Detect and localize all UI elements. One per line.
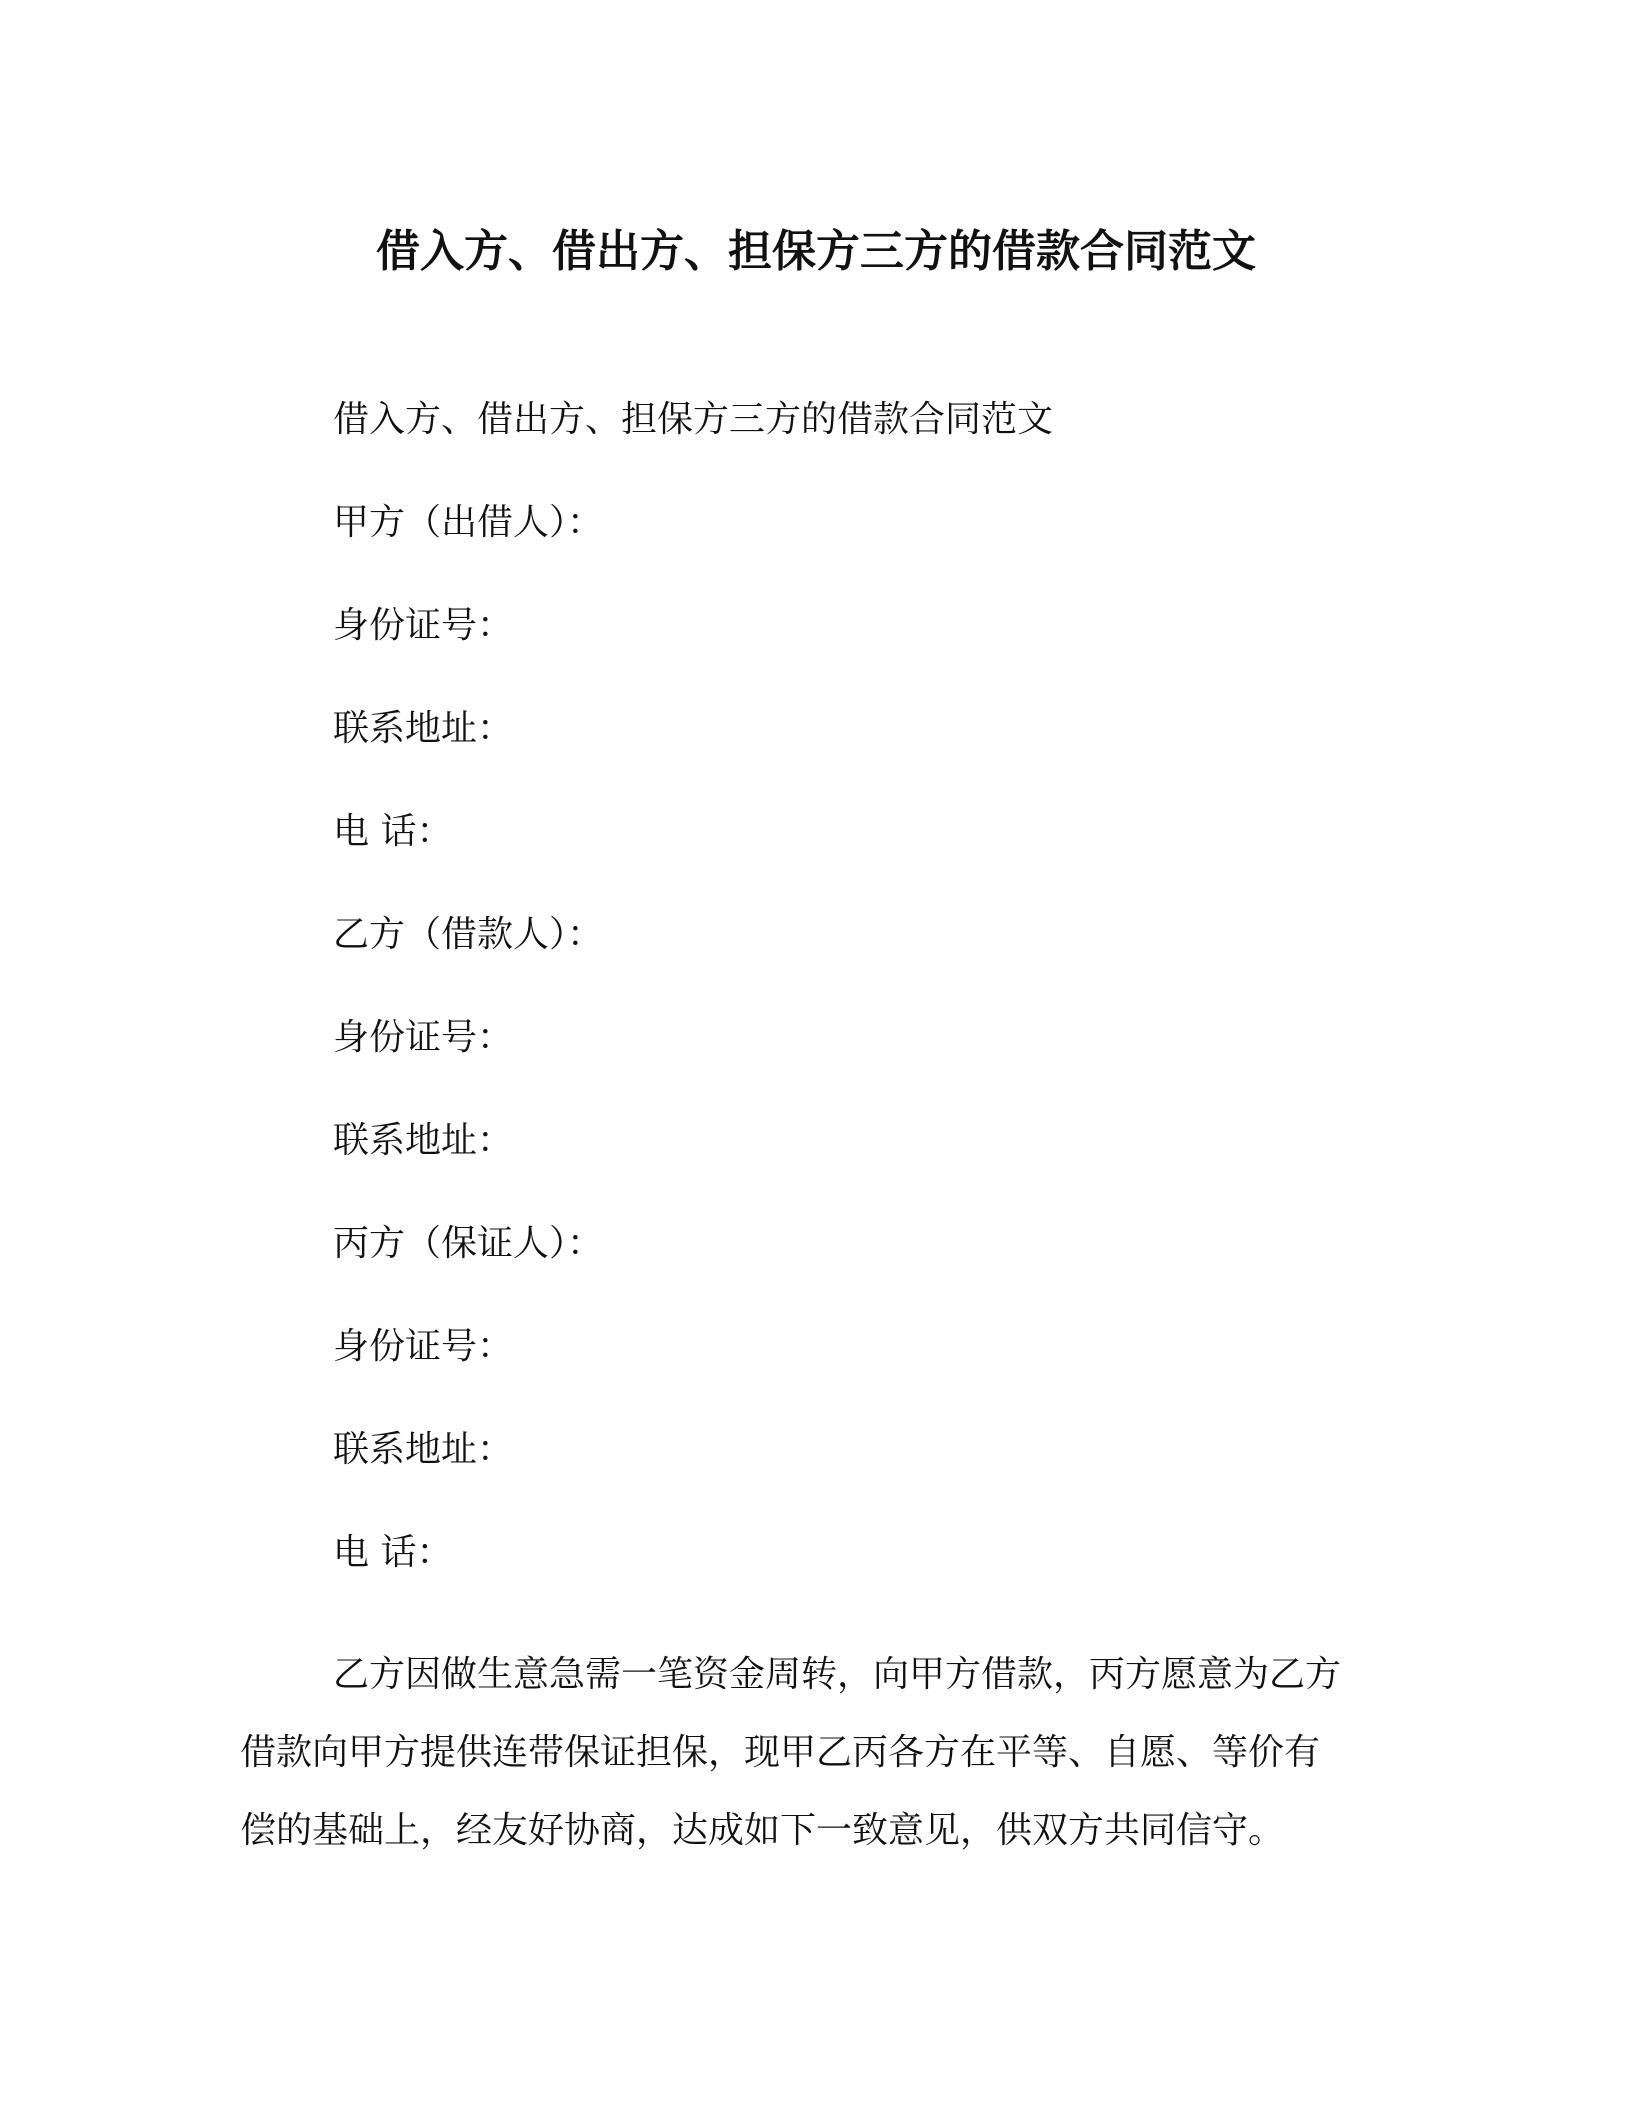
paragraph-line: 乙方因做生意急需一笔资金周转，向甲方借款，丙方愿意为乙方 [333,1654,1342,1695]
party-c-address-label: 联系地址： [333,1429,514,1470]
party-b-id-label: 身份证号： [333,1017,514,1058]
party-b-address-label: 联系地址： [333,1120,514,1161]
party-b-label: 乙方（借款人）： [333,914,604,955]
paragraph-line: 借款向甲方提供连带保证担保，现甲乙丙各方在平等、自愿、等价有 [240,1732,1321,1773]
party-a-id-label: 身份证号： [333,605,514,646]
party-a-phone-label: 电 话： [333,811,453,852]
document-title: 借入方、借出方、担保方三方的借款合同范文 [376,226,1256,277]
subtitle-line: 借入方、借出方、担保方三方的借款合同范文 [333,399,1054,440]
party-c-label: 丙方（保证人）： [333,1223,604,1264]
paragraph-line: 偿的基础上，经友好协商，达成如下一致意见，供双方共同信守。 [240,1810,1285,1851]
party-a-address-label: 联系地址： [333,708,514,749]
intro-paragraph [240,1636,1380,1870]
party-c-id-label: 身份证号： [333,1326,514,1367]
party-c-phone-label: 电 话： [333,1532,453,1573]
party-a-label: 甲方（出借人）： [333,502,604,543]
